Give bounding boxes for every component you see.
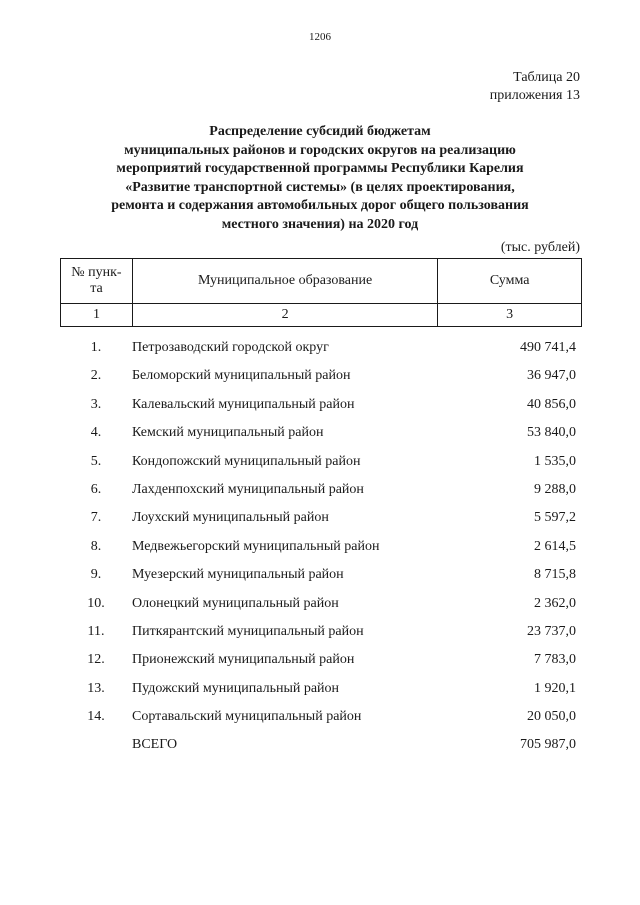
table-row xyxy=(60,362,582,390)
total-row xyxy=(60,731,582,759)
table-row xyxy=(60,533,582,561)
header-number-line: та xyxy=(90,281,103,296)
header-municipality: Муниципальное образование xyxy=(132,259,437,304)
row-municipality: Беломорский муниципальный район xyxy=(132,368,351,384)
table-row xyxy=(60,618,582,646)
document-title xyxy=(60,123,580,234)
table-ref-line: Таблица 20 xyxy=(513,70,580,85)
row-amount: 1 535,0 xyxy=(534,453,576,469)
row-municipality: Питкярантский муниципальный район xyxy=(132,623,364,639)
row-municipality: Кемский муниципальный район xyxy=(132,425,324,441)
row-number: 9. xyxy=(90,567,102,583)
row-municipality: Прионежский муниципальный район xyxy=(132,652,355,668)
row-amount: 9 288,0 xyxy=(534,481,576,497)
row-municipality: Петрозаводский городской округ xyxy=(132,340,329,355)
units-label: (тыс. рублей) xyxy=(500,240,580,255)
table-body xyxy=(60,334,582,760)
row-municipality: Пудожский муниципальный район xyxy=(132,680,340,696)
table-header xyxy=(60,258,582,327)
row-number: 8. xyxy=(90,538,102,554)
row-municipality: Медвежьегорский муниципальный район xyxy=(132,538,380,554)
row-municipality: Калевальский муниципальный район xyxy=(132,396,355,412)
table-row xyxy=(60,391,582,419)
row-amount: 5 597,2 xyxy=(534,510,576,526)
table-ref-line: приложения 13 xyxy=(489,88,580,103)
row-number: 6. xyxy=(90,481,102,497)
column-number: 1 xyxy=(61,304,133,327)
total-amount: 705 987,0 xyxy=(520,737,576,753)
row-municipality: Сортавальский муниципальный район xyxy=(132,709,362,725)
row-number: 2. xyxy=(90,368,102,384)
column-number: 3 xyxy=(438,304,582,327)
table-row xyxy=(60,590,582,618)
row-number: 14. xyxy=(87,709,105,725)
table-reference xyxy=(490,69,580,105)
header-number-line: № пунк- xyxy=(71,265,122,280)
row-amount: 53 840,0 xyxy=(527,425,576,441)
row-number: 5. xyxy=(90,453,102,469)
table-row xyxy=(60,703,582,731)
title-line: Распределение субсидий бюджетам xyxy=(209,124,431,139)
header-number xyxy=(61,259,133,304)
table-row xyxy=(60,476,582,504)
row-amount: 1 920,1 xyxy=(534,680,576,696)
row-amount: 2 614,5 xyxy=(534,538,576,554)
row-amount: 20 050,0 xyxy=(527,709,576,725)
row-municipality: Олонецкий муниципальный район xyxy=(132,595,339,611)
table-row xyxy=(60,646,582,674)
row-amount: 8 715,8 xyxy=(534,567,576,583)
header-amount: Сумма xyxy=(438,259,582,304)
title-line: муниципальных районов и городских округов на реализацию xyxy=(124,142,516,158)
row-amount: 36 947,0 xyxy=(527,368,576,384)
row-number: 3. xyxy=(90,396,102,412)
total-label: ВСЕГО xyxy=(132,737,178,753)
row-amount: 23 737,0 xyxy=(527,623,576,639)
row-number: 4. xyxy=(90,425,102,441)
row-amount: 490 741,4 xyxy=(520,340,576,355)
title-line: «Развитие транспортной системы» (в целях проектирования, xyxy=(125,179,515,195)
row-number: 12. xyxy=(87,652,105,668)
table-row xyxy=(60,448,582,476)
row-municipality: Кондопожский муниципальный район xyxy=(132,453,361,469)
table-row xyxy=(60,419,582,447)
column-number-row xyxy=(61,304,582,327)
title-line: местного значения) на 2020 год xyxy=(221,216,419,232)
table-row xyxy=(60,504,582,532)
title-line: мероприятий государственной программы Республики Карелия xyxy=(116,161,524,176)
row-amount: 7 783,0 xyxy=(534,652,576,668)
row-number: 7. xyxy=(90,510,102,526)
row-number: 10. xyxy=(87,595,105,611)
row-amount: 40 856,0 xyxy=(527,396,576,412)
row-number: 11. xyxy=(87,623,105,639)
row-number: 1. xyxy=(90,340,102,355)
column-number: 2 xyxy=(132,304,437,327)
row-amount: 2 362,0 xyxy=(534,595,576,611)
row-municipality: Лахденпохский муниципальный район xyxy=(132,481,364,497)
row-municipality: Муезерский муниципальный район xyxy=(132,567,344,583)
header-row xyxy=(61,259,582,304)
row-municipality: Лоухский муниципальный район xyxy=(132,510,329,526)
table-row xyxy=(60,334,582,362)
page-number: 1206 xyxy=(309,31,331,43)
table-row xyxy=(60,675,582,703)
table-row xyxy=(60,561,582,589)
row-number: 13. xyxy=(87,680,105,696)
title-line: ремонта и содержания автомобильных дорог общего пользования xyxy=(111,198,529,213)
